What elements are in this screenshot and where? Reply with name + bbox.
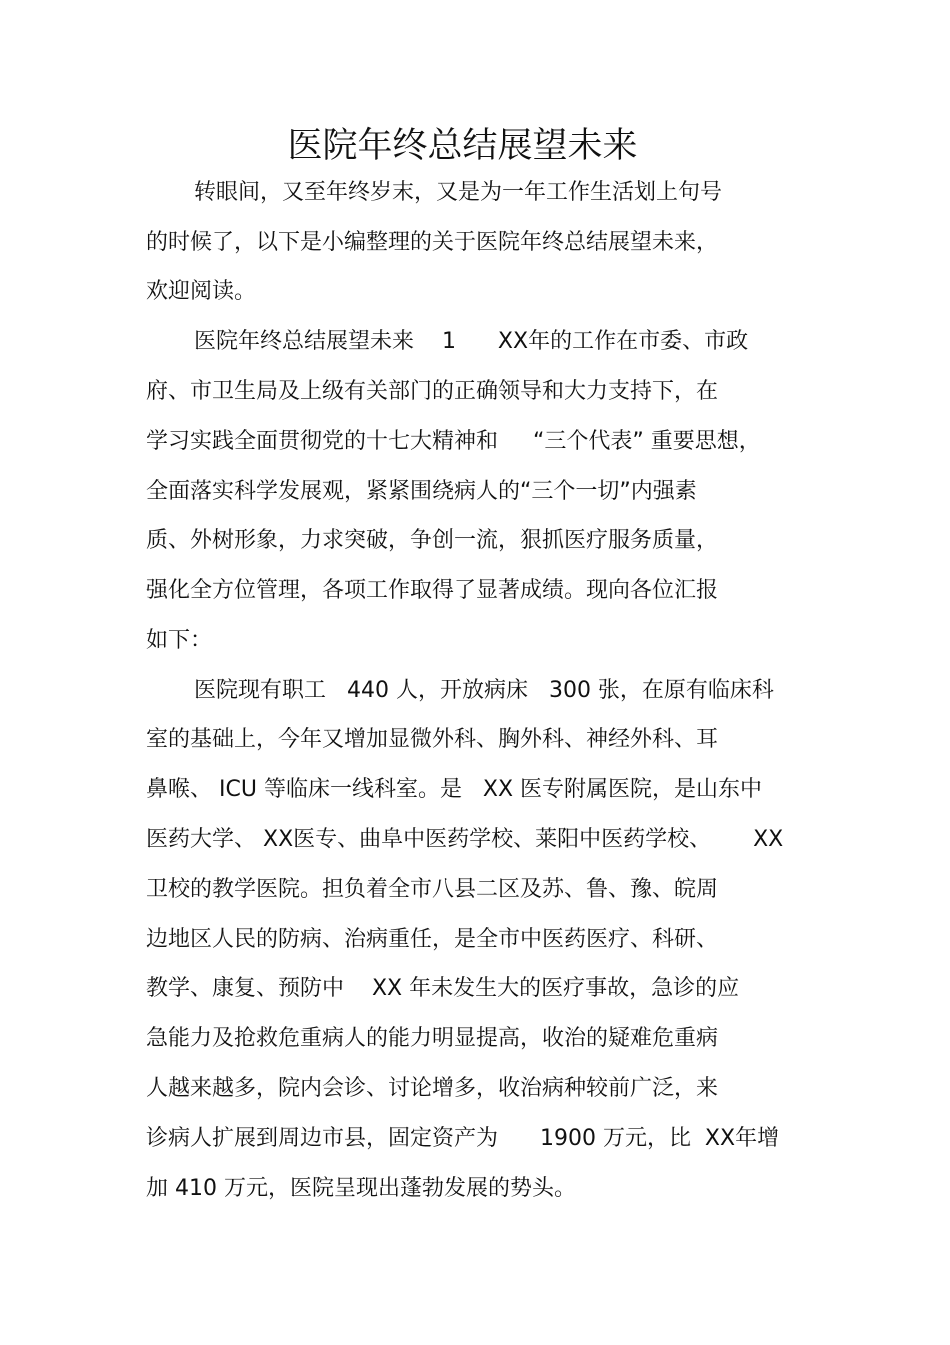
paragraph-line: 室的基础上，今年又增加显微外科、胸外科、神经外科、耳 bbox=[146, 727, 719, 752]
paragraph-line: 全面落实科学发展观，紧紧围绕病人的“三个一切”内强素 bbox=[146, 479, 697, 504]
paragraph-line: 教学、康复、预防中 XX 年未发生大的医疗事故，急诊的应 bbox=[146, 976, 740, 1001]
paragraph-line: 人越来越多，院内会诊、讨论增多，收治病种较前广泛，来 bbox=[146, 1076, 719, 1101]
paragraph-line: 加 410 万元，医院呈现出蓬勃发展的势头。 bbox=[146, 1176, 576, 1201]
paragraph-line: 质、外树形象，力求突破，争创一流，狠抓医疗服务质量， bbox=[146, 528, 719, 553]
paragraph-line: 急能力及抢救危重病人的能力明显提高，收治的疑难危重病 bbox=[146, 1026, 719, 1051]
paragraph-line: 如下： bbox=[146, 628, 213, 653]
paragraph-line: 强化全方位管理，各项工作取得了显著成绩。现向各位汇报 bbox=[146, 578, 719, 603]
paragraph-line: 鼻喉、 ICU 等临床一线科室。是 XX 医专附属医院，是山东中 bbox=[146, 777, 763, 802]
paragraph-line: 府、市卫生局及上级有关部门的正确领导和大力支持下，在 bbox=[146, 379, 719, 404]
paragraph-line: 转眼间，又至年终岁末，又是为一年工作生活划上句号 bbox=[194, 180, 723, 205]
paragraph-line: 诊病人扩展到周边市县，固定资产为 1900 万元，比 XX年增 bbox=[146, 1126, 780, 1151]
paragraph-line: 医院年终总结展望未来 1 XX年的工作在市委、市政 bbox=[194, 329, 749, 354]
paragraph-line: 卫校的教学医院。担负着全市八县二区及苏、鲁、豫、皖周 bbox=[146, 877, 719, 902]
paragraph-line: 医药大学、 XX医专、曲阜中医药学校、莱阳中医药学校、 XX bbox=[146, 827, 784, 852]
paragraph-line: 边地区人民的防病、治病重任，是全市中医药医疗、科研、 bbox=[146, 927, 719, 952]
paragraph-line: 的时候了，以下是小编整理的关于医院年终总结展望未来， bbox=[146, 230, 719, 255]
paragraph-line: 欢迎阅读。 bbox=[146, 279, 257, 304]
paragraph-line: 医院现有职工 440 人，开放病床 300 张，在原有临床科 bbox=[194, 678, 774, 703]
paragraph-line: 学习实践全面贯彻党的十七大精神和 “三个代表” 重要思想， bbox=[146, 429, 761, 454]
document-title: 医院年终总结展望未来 bbox=[287, 126, 638, 166]
